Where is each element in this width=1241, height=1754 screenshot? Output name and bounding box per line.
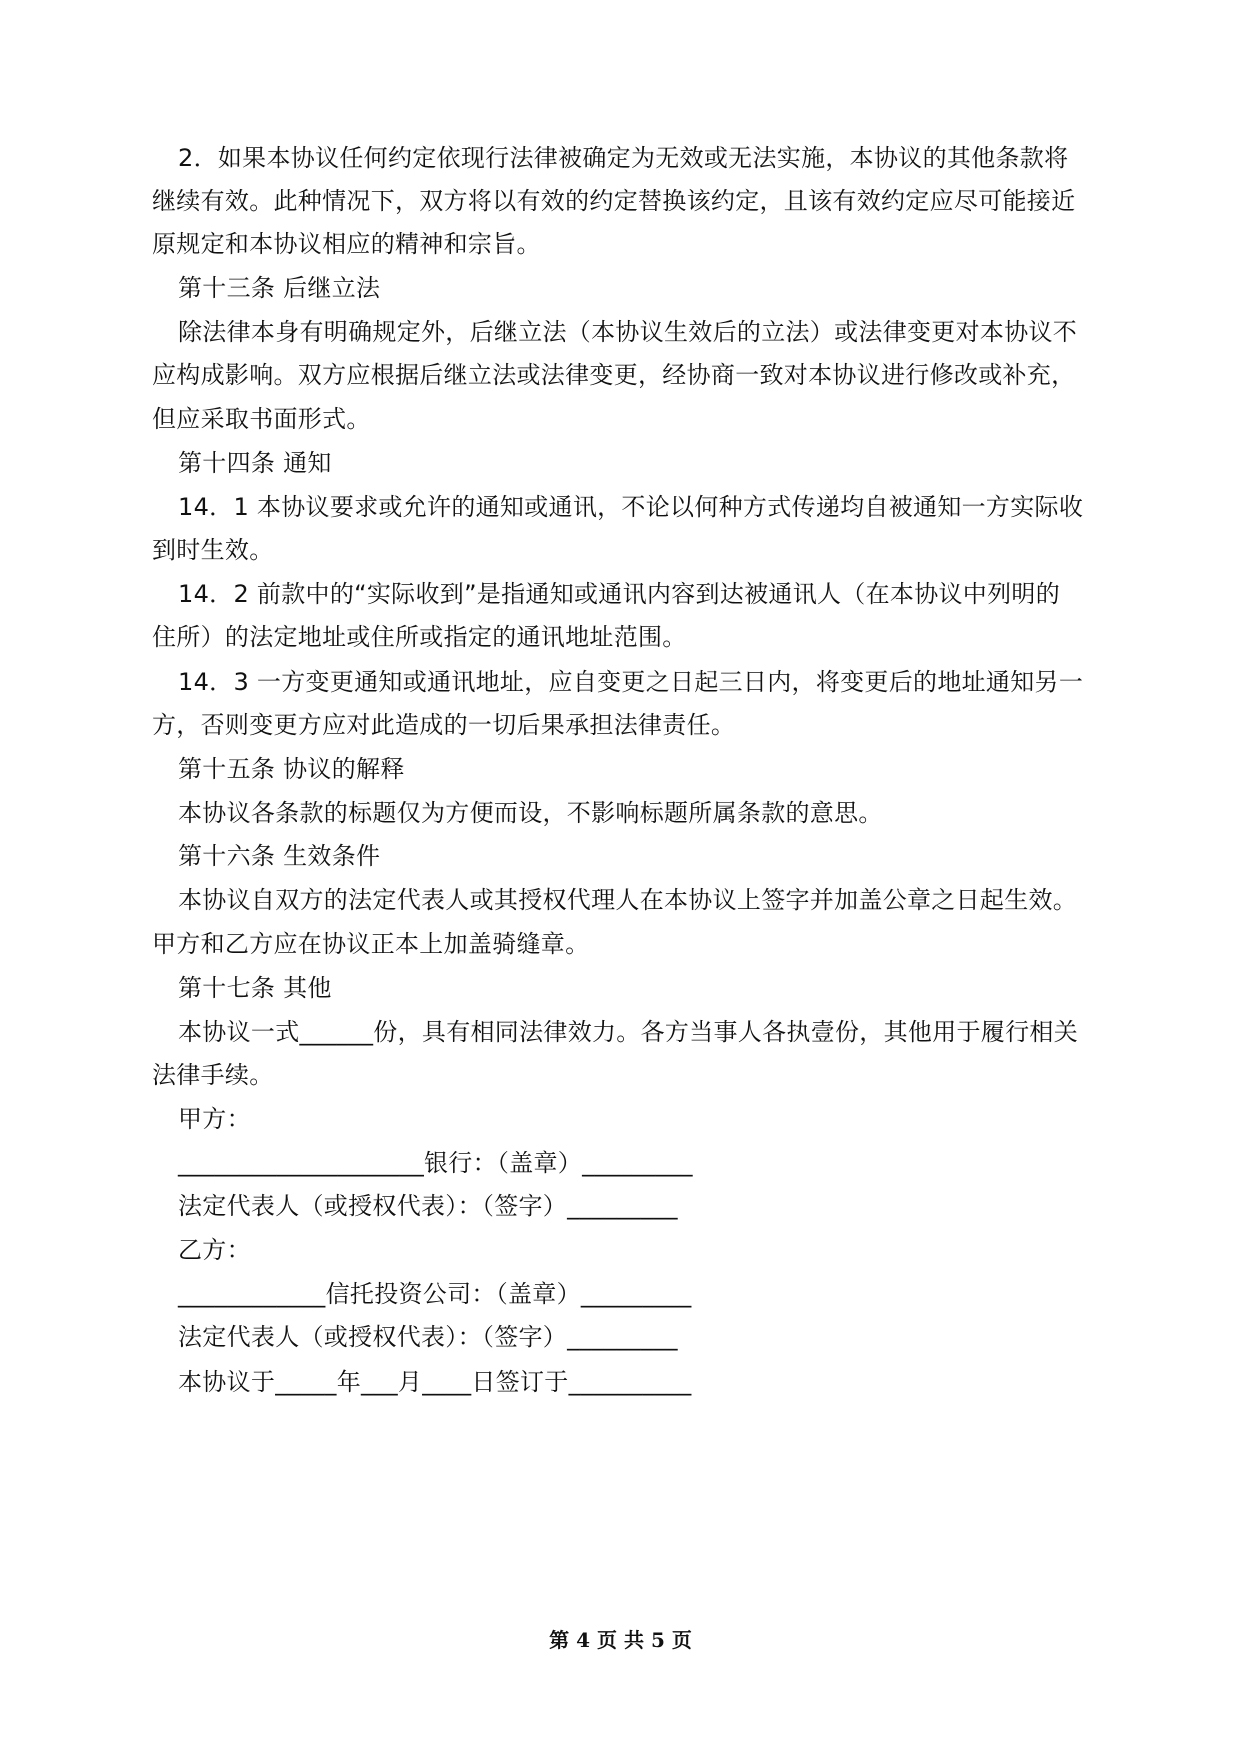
clause-14-2-line-1: 14．2 前款中的“实际收到”是指通知或通讯内容到达被通讯人（在本协议中列明的 <box>178 580 1061 608</box>
party-b-representative-signature-line: 法定代表人（或授权代表）：（签字）_________ <box>178 1323 678 1351</box>
article-16-heading: 第十六条 生效条件 <box>178 842 381 870</box>
party-a-bank-seal-line: ____________________银行：（盖章）_________ <box>178 1149 693 1177</box>
party-b-label: 乙方： <box>178 1236 251 1264</box>
article-17-line-2: 法律手续。 <box>152 1061 274 1089</box>
clause-14-2-line-2: 住所）的法定地址或住所或指定的通讯地址范围。 <box>152 623 687 651</box>
article-15-heading: 第十五条 协议的解释 <box>178 755 405 783</box>
article-17-line-1: 本协议一式______份，具有相同法律效力。各方当事人各执壹份，其他用于履行相关 <box>178 1018 1078 1046</box>
article-14-heading: 第十四条 通知 <box>178 449 332 477</box>
article-13-line-3: 但应采取书面形式。 <box>152 405 371 433</box>
clause-12-2-line-2: 继续有效。此种情况下，双方将以有效的约定替换该约定，且该有效约定应尽可能接近 <box>152 187 1076 215</box>
signing-date-place-line: 本协议于_____年___月____日签订于__________ <box>178 1368 692 1396</box>
party-a-representative-signature-line: 法定代表人（或授权代表）：（签字）_________ <box>178 1192 678 1220</box>
article-13-line-2: 应构成影响。双方应根据后继立法或法律变更，经协商一致对本协议进行修改或补充， <box>152 361 1076 389</box>
clause-14-1-line-1: 14．1 本协议要求或允许的通知或通讯，不论以何种方式传递均自被通知一方实际收 <box>178 493 1084 521</box>
article-15-line-1: 本协议各条款的标题仅为方便而设，不影响标题所属条款的意思。 <box>178 799 883 827</box>
clause-14-3-line-1: 14．3 一方变更通知或通讯地址，应自变更之日起三日内，将变更后的地址通知另一 <box>178 668 1084 696</box>
clause-12-2-line-1: 2．如果本协议任何约定依现行法律被确定为无效或无法实施，本协议的其他条款将 <box>178 144 1069 172</box>
article-17-heading: 第十七条 其他 <box>178 974 332 1002</box>
clause-14-3-line-2: 方，否则变更方应对此造成的一切后果承担法律责任。 <box>152 711 736 739</box>
clause-14-1-line-2: 到时生效。 <box>152 536 274 564</box>
article-16-line-1: 本协议自双方的法定代表人或其授权代理人在本协议上签字并加盖公章之日起生效。 <box>178 886 1078 914</box>
party-a-label: 甲方： <box>178 1105 251 1133</box>
article-13-line-1: 除法律本身有明确规定外，后继立法（本协议生效后的立法）或法律变更对本协议不 <box>178 318 1078 346</box>
party-b-trust-company-seal-line: ____________信托投资公司：（盖章）_________ <box>178 1280 692 1308</box>
article-16-line-2: 甲方和乙方应在协议正本上加盖骑缝章。 <box>152 930 590 958</box>
page-number-footer: 第 4 页 共 5 页 <box>549 1628 692 1652</box>
article-13-heading: 第十三条 后继立法 <box>178 274 381 302</box>
clause-12-2-line-3: 原规定和本协议相应的精神和宗旨。 <box>152 230 541 258</box>
